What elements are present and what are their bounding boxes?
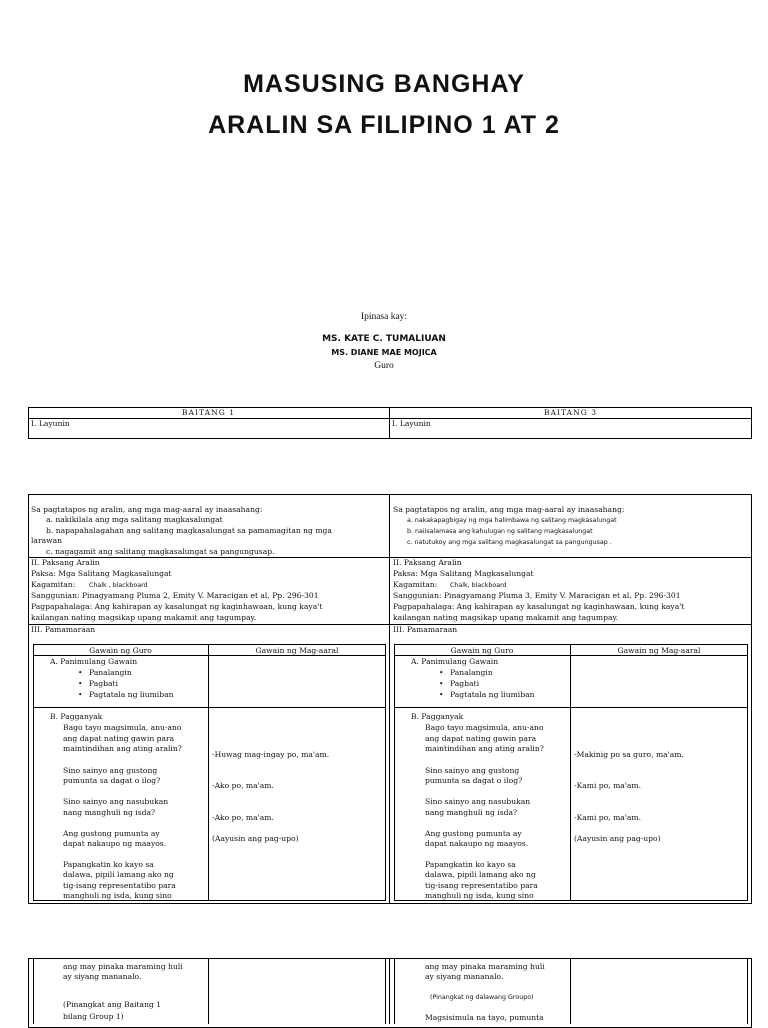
left-pagpapahalaga: Pagpapahalaga: Ang kahirapan ay kasalungat ng kaginhawaan, kung kaya't: [31, 602, 323, 611]
left-guro-line: Bago tayo magsimula, anu-ano: [63, 723, 182, 732]
left-continuation-line: (Pinangkat ang Baitang 1: [63, 1000, 162, 1009]
right-guro-line: Bago tayo magsimula, anu-ano: [425, 723, 544, 732]
right-guro-line: pumunta sa dagat o ilog?: [425, 776, 523, 785]
right-guro-line: Sino sainyo ang nasubukan: [425, 797, 531, 806]
left-guro-line: ang dapat nating gawin para: [63, 734, 175, 743]
left-guro-line: Ang gustong pumunta ay: [63, 829, 160, 838]
right-bullet-pagbati: • Pagbati: [450, 679, 479, 688]
left-pagpapahalaga-cont: kailangan nating magsikap upang makamit ang tagumpay.: [31, 613, 257, 622]
right-guro-line: nang manghuli ng isda?: [425, 808, 518, 817]
left-panimulang-gawain: A. Panimulang Gawain: [50, 657, 138, 666]
left-guro-line: pumunta sa dagat o ilog?: [63, 776, 161, 785]
right-guro-line: tig-isang representatibo para: [425, 881, 538, 890]
right-guro-line: Ang gustong pumunta ay: [425, 829, 522, 838]
left-guro-line: nang manghuli ng isda?: [63, 808, 156, 817]
right-continuation-line: ang may pinaka maraming huli: [425, 962, 545, 971]
continuation-right-inner-edge: [394, 958, 395, 1024]
left-objective-c: c. nagagamit ang salitang magkasalungat sa pangungusap.: [46, 547, 275, 556]
right-activity-divider: [570, 644, 571, 901]
right-continuation-line: (Pinangkat ng dalawang Groupo): [430, 994, 534, 1001]
right-guro-line: Sino sainyo ang gustong: [425, 766, 520, 775]
right-mag-aaral-response: -Makinig po sa guro, ma'am.: [574, 750, 684, 759]
left-mag-aaral-response: -Huwag mag-ingay po, ma'am.: [212, 750, 330, 759]
right-continuation-line: Magsisimula na tayo, pumunta: [425, 1013, 544, 1022]
left-pamamaraan: III. Pamamaraan: [31, 625, 96, 634]
right-kagamitan-label: Kagamitan:: [393, 580, 438, 589]
right-sanggunian: Sanggunian: Pinagyamang Pluma 3, Emity V. Maracigan et al, Pp. 296-301: [393, 591, 681, 600]
left-continuation-line: ay siyang mananalo.: [63, 972, 142, 981]
continuation-right-inner-edge-right: [747, 958, 748, 1024]
left-kagamitan-label: Kagamitan:: [31, 580, 76, 589]
continuation-divider: [389, 958, 390, 1024]
continuation-left-inner-edge-right: [385, 958, 386, 1024]
right-panimulang-gawain: A. Panimulang Gawain: [411, 657, 499, 666]
left-bullet-pagbati: • Pagbati: [89, 679, 118, 688]
right-guro-line: dapat nakaupo ng maayos.: [425, 839, 529, 848]
left-guro-line: Sino sainyo ang gustong: [63, 766, 158, 775]
right-intro: Sa pagtatapos ng aralin, ang mga mag-aaral ay inaasahang:: [393, 505, 625, 514]
left-col-guro: Gawain ng Guro: [89, 646, 152, 655]
document-title-line2: ARALIN SA FILIPINO 1 AT 2: [208, 111, 560, 139]
left-guro-line: dalawa, pipili lamang ako ng: [63, 870, 174, 879]
left-kagamitan: Chalk , blackboard: [89, 582, 148, 589]
left-guro-line: tig-isang representatibo para: [63, 881, 176, 890]
right-col-mag-aaral: Gawain ng Mag-aaral: [617, 646, 701, 655]
right-paksa: Paksa: Mga Salitang Magkasalungat: [393, 569, 534, 578]
lesson-table-rule-paksa: [28, 624, 752, 625]
left-paksa-heading: II. Paksang Aralin: [31, 558, 100, 567]
right-mag-aaral-response: -Kami po, ma'am.: [574, 813, 642, 822]
right-pamamaraan: III. Pamamaraan: [393, 625, 458, 634]
right-col-guro: Gawain ng Guro: [450, 646, 514, 655]
right-guro-line: maintindihan ang ating aralin?: [425, 744, 544, 753]
right-guro-line: manghuli ng isda, kung sino: [425, 891, 534, 900]
left-continuation-line: ang may pinaka maraming huli: [63, 962, 183, 971]
left-guro-line: manghuli ng isda, kung sino: [63, 891, 172, 900]
left-col-mag-aaral: Gawain ng Mag-aaral: [255, 646, 339, 655]
teacher-role: Guro: [374, 361, 394, 371]
left-intro: Sa pagtatapos ng aralin, ang mga mag-aaral ay inaasahang:: [31, 505, 263, 514]
right-paksa-heading: II. Paksang Aralin: [393, 558, 462, 567]
left-guro-line: Sino sainyo ang nasubukan: [63, 797, 169, 806]
right-continuation-line: ay siyang mananalo.: [425, 972, 504, 981]
right-mag-aaral-response: (Aayusin ang pag-upo): [574, 834, 661, 843]
left-objective-a: a. nakikilala ang mga salitang magkasalungat: [46, 515, 223, 524]
right-activity-rule: [394, 707, 748, 708]
right-mag-aaral-response: -Kami po, ma'am.: [574, 781, 642, 790]
left-activity-rule: [33, 707, 386, 708]
right-pagpapahalaga-cont: kailangan nating magsikap upang makamit ang tagumpay.: [393, 613, 619, 622]
right-objective-c: c. natutukoy ang mga salitang magkasalungat sa pangungusap .: [407, 539, 612, 546]
header-layunin-right: I. Layunin: [392, 419, 431, 428]
right-guro-line: dalawa, pipili lamang ako ng: [425, 870, 536, 879]
left-bullet-pagtatala: • Pagtatala ng liumiban: [89, 690, 174, 699]
right-kagamitan: Chalk, blackboard: [450, 582, 507, 589]
left-bullet-panalangin: • Panalangin: [89, 668, 132, 677]
right-objective-b: b. naiisalamasa ang kahulugan ng salitang magkasalungat: [407, 528, 593, 535]
teacher-name-2: MS. DIANE MAE MOJICA: [331, 348, 437, 357]
teacher-name-1: MS. KATE C. TUMALIUAN: [322, 334, 446, 344]
header-baitang-1: BAITANG 1: [181, 408, 236, 417]
continuation-left-inner-edge: [33, 958, 34, 1024]
left-mag-aaral-response: -Ako po, ma'am.: [212, 781, 274, 790]
left-pagganyak: B. Pagganyak: [50, 712, 103, 721]
left-sanggunian: Sanggunian: Pinagyamang Pluma 2, Emity V. Maracigan et al, Pp. 296-301: [31, 591, 319, 600]
left-guro-line: maintindihan ang ating aralin?: [63, 744, 182, 753]
lesson-table-divider: [389, 494, 390, 904]
continuation-right-col-divider: [570, 958, 571, 1024]
left-mag-aaral-response: -Ako po, ma'am.: [212, 813, 274, 822]
header-baitang-3: BAITANG 3: [543, 408, 598, 417]
header-table-rule: [28, 418, 752, 419]
left-objective-b-cont: larawan: [31, 536, 63, 545]
left-mag-aaral-response: (Aayusin ang pag-upo): [212, 834, 299, 843]
right-bullet-panalangin: • Panalangin: [450, 668, 493, 677]
right-pagpapahalaga: Pagpapahalaga: Ang kahirapan ay kasalungat ng kaginhawaan, kung kaya't: [393, 602, 685, 611]
right-pagganyak: B. Pagganyak: [411, 712, 464, 721]
left-continuation-line: bilang Group 1): [63, 1012, 124, 1021]
left-guro-line: Papangkatin ko kayo sa: [63, 860, 154, 869]
left-activity-divider: [208, 644, 209, 901]
left-activity-header-rule: [33, 655, 386, 656]
submitted-to-label: Ipinasa kay:: [360, 312, 408, 322]
right-guro-line: ang dapat nating gawin para: [425, 734, 537, 743]
continuation-left-col-divider: [208, 958, 209, 1024]
left-objective-b: b. napapahalagahan ang salitang magkasalungat sa pamamagitan ng mga: [46, 526, 332, 535]
right-bullet-pagtatala: • Pagtatala ng liumiban: [450, 690, 535, 699]
header-layunin-left: I. Layunin: [31, 419, 70, 428]
right-objective-a: a. nakakapagbigay ng mga halimbawa ng salitang magkasalungat: [407, 517, 617, 524]
left-guro-line: dapat nakaupo ng maayos.: [63, 839, 167, 848]
left-paksa: Paksa: Mga Salitang Magkasalungat: [31, 569, 172, 578]
right-activity-header-rule: [394, 655, 748, 656]
right-guro-line: Papangkatin ko kayo sa: [425, 860, 516, 869]
document-title-line1: MASUSING BANGHAY: [243, 70, 525, 98]
lesson-table-rule-objectives: [28, 557, 752, 558]
